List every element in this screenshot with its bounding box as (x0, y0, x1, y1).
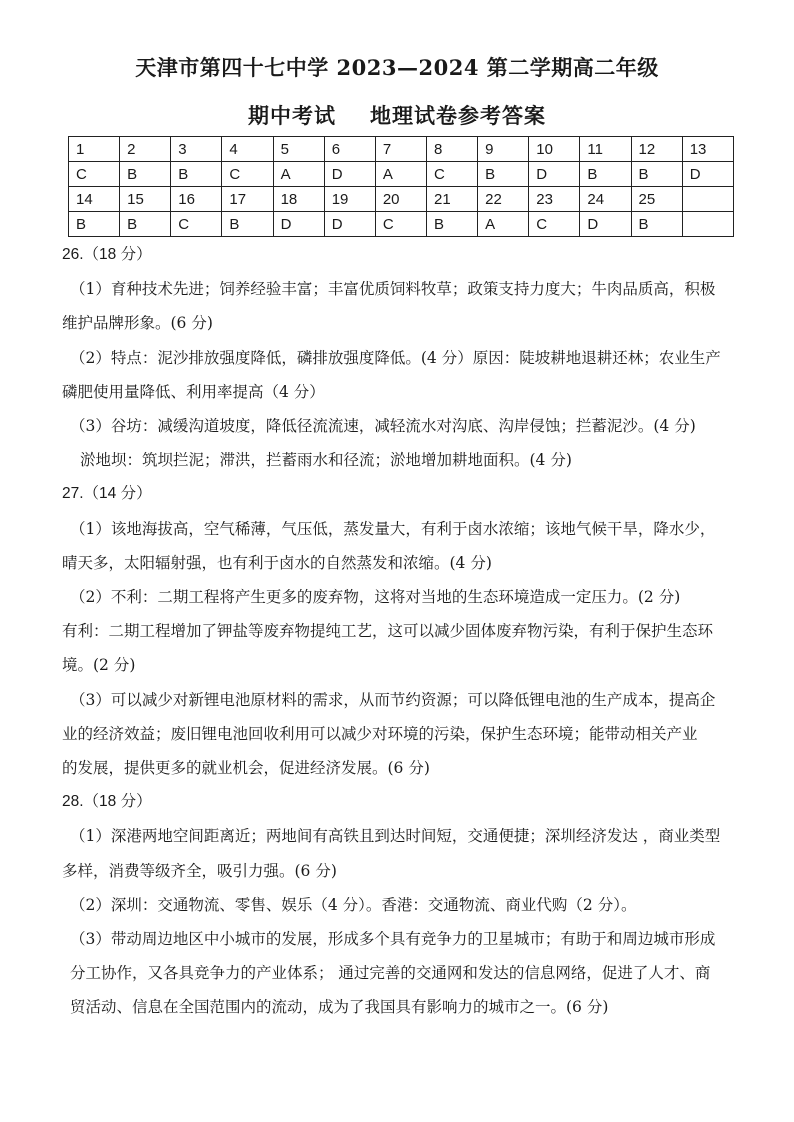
question-number-cell: 20 (375, 187, 426, 212)
question-number-row (69, 187, 734, 212)
question-number-cell: 4 (222, 137, 273, 162)
answer-cell: C (171, 212, 222, 237)
answer-content (62, 238, 738, 1025)
question-number-cell: 8 (426, 137, 477, 162)
q27-part3: （3）可以减少对新锂电池原材料的需求，从而节约资源；可以降低锂电池的生产成本，提高企 (70, 690, 716, 709)
answer-cell: D (529, 162, 580, 187)
question-number-cell: 14 (69, 187, 120, 212)
document-subtitle (0, 100, 794, 130)
q28-part1: （1）深港两地空间距离近；两地间有高铁且到达时间短，交通便捷；深圳经济发达 ，商业类型 (70, 827, 721, 846)
answer-cell: C (529, 212, 580, 237)
q27-part3-cont2: 的发展，提供更多的就业机会，促进经济发展。(6 分) (62, 759, 430, 778)
answer-cell: B (120, 212, 171, 237)
question-number-cell: 7 (375, 137, 426, 162)
answer-cell: B (631, 212, 682, 237)
answer-cell: C (222, 162, 273, 187)
question-number-cell: 2 (120, 137, 171, 162)
q26-part1: （1）育种技术先进；饲养经验丰富；丰富优质饲料牧草；政策支持力度大；牛肉品质高，积极 (70, 280, 716, 299)
answer-cell: A (375, 162, 426, 187)
question-number-cell: 6 (324, 137, 375, 162)
subtitle-answer-key: 地理试卷参考答案 (370, 103, 546, 128)
q26-part2-cont: 磷肥使用量降低、利用率提高（4 分） (62, 382, 325, 401)
question-number-cell: 23 (529, 187, 580, 212)
question-number-cell: 16 (171, 187, 222, 212)
question-number-cell: 17 (222, 187, 273, 212)
answer-cell: B (222, 212, 273, 237)
answer-cell: C (375, 212, 426, 237)
document-title: 天津市第四十七中学 2023—2024 第二学期高二年级 (135, 55, 659, 80)
q27-part3-cont: 业的经济效益；废旧锂电池回收利用可以减少对环境的污染，保护生态环境；能带动相关产业 (62, 724, 698, 743)
question-number-row (69, 137, 734, 162)
answer-cell: B (171, 162, 222, 187)
answer-cell: B (120, 162, 171, 187)
answer-cell: B (631, 162, 682, 187)
question-number-cell (682, 187, 733, 212)
question-number-cell: 19 (324, 187, 375, 212)
answer-cell: D (682, 162, 733, 187)
subtitle-exam-type: 期中考试 (248, 103, 336, 128)
answer-cell: D (324, 212, 375, 237)
answer-cell: B (478, 162, 529, 187)
question-number-cell: 12 (631, 137, 682, 162)
answer-cell: D (273, 212, 324, 237)
answer-cell: B (580, 162, 631, 187)
answer-cell: B (69, 212, 120, 237)
answer-cell: D (580, 212, 631, 237)
question-number-cell: 1 (69, 137, 120, 162)
answer-row (69, 162, 734, 187)
q26-part1-cont: 维护品牌形象。(6 分) (62, 314, 213, 333)
question-number-cell: 24 (580, 187, 631, 212)
question-number-cell: 11 (580, 137, 631, 162)
question-number-cell: 3 (171, 137, 222, 162)
answer-row (69, 212, 734, 237)
question-number-cell: 10 (529, 137, 580, 162)
q27-part2: （2）不利：二期工程将产生更多的废弃物，这将对当地的生态环境造成一定压力。(2 分) (70, 588, 681, 607)
q26-heading: 26.（18 分） (62, 246, 152, 263)
question-number-cell: 21 (426, 187, 477, 212)
q28-heading: 28.（18 分） (62, 793, 152, 811)
answer-cell: C (69, 162, 120, 187)
question-number-cell: 13 (682, 137, 733, 162)
q27-heading: 27.（14 分） (62, 485, 152, 503)
q27-part1-cont: 晴天多，太阳辐射强，也有利于卤水的自然蒸发和浓缩。(4 分) (62, 553, 492, 572)
answer-cell: A (478, 212, 529, 237)
question-number-cell: 5 (273, 137, 324, 162)
q28-part2: （2）深圳：交通物流、零售、娱乐（4 分）。香港：交通物流、商业代购（2 分）。 (70, 895, 637, 914)
answer-table (68, 136, 734, 237)
answer-cell (682, 212, 733, 237)
q27-part2-cont: 有利：二期工程增加了钾盐等废弃物提纯工艺，这可以减少固体废弃物污染，有利于保护生态环 (62, 622, 714, 641)
answer-cell: D (324, 162, 375, 187)
answer-cell: C (426, 162, 477, 187)
q26-part3-cont: 淤地坝：筑坝拦泥；滞洪，拦蓄雨水和径流；淤地增加耕地面积。(4 分) (80, 451, 572, 470)
answer-cell: B (426, 212, 477, 237)
answer-cell: A (273, 162, 324, 187)
q28-part1-cont: 多样，消费等级齐全，吸引力强。(6 分) (62, 861, 337, 880)
question-number-cell: 25 (631, 187, 682, 212)
q28-part3: （3）带动周边地区中小城市的发展，形成多个具有竞争力的卫星城市；有助于和周边城市形成 (70, 930, 716, 949)
q27-part1: （1）该地海拔高，空气稀薄，气压低，蒸发量大，有利于卤水浓缩；该地气候干旱，降水少， (70, 519, 716, 538)
q26-part2: （2）特点：泥沙排放强度降低，磷排放强度降低。(4 分）原因：陡坡耕地退耕还林；农业生产 (70, 348, 721, 367)
q27-part2-cont2: 境。(2 分) (62, 656, 136, 675)
q26-part3: （3）谷坊：减缓沟道坡度，降低径流流速，减轻流水对沟底、沟岸侵蚀；拦蓄泥沙。(4 分) (70, 417, 696, 436)
question-number-cell: 18 (273, 187, 324, 212)
question-number-cell: 15 (120, 187, 171, 212)
question-number-cell: 22 (478, 187, 529, 212)
q28-part3-cont: 分工协作，又各具竞争力的产业体系； 通过完善的交通网和发达的信息网络，促进了人才、商 (70, 964, 711, 983)
question-number-cell: 9 (478, 137, 529, 162)
q28-part3-cont2: 贸活动、信息在全国范围内的流动，成为了我国具有影响力的城市之一。(6 分) (70, 998, 609, 1017)
